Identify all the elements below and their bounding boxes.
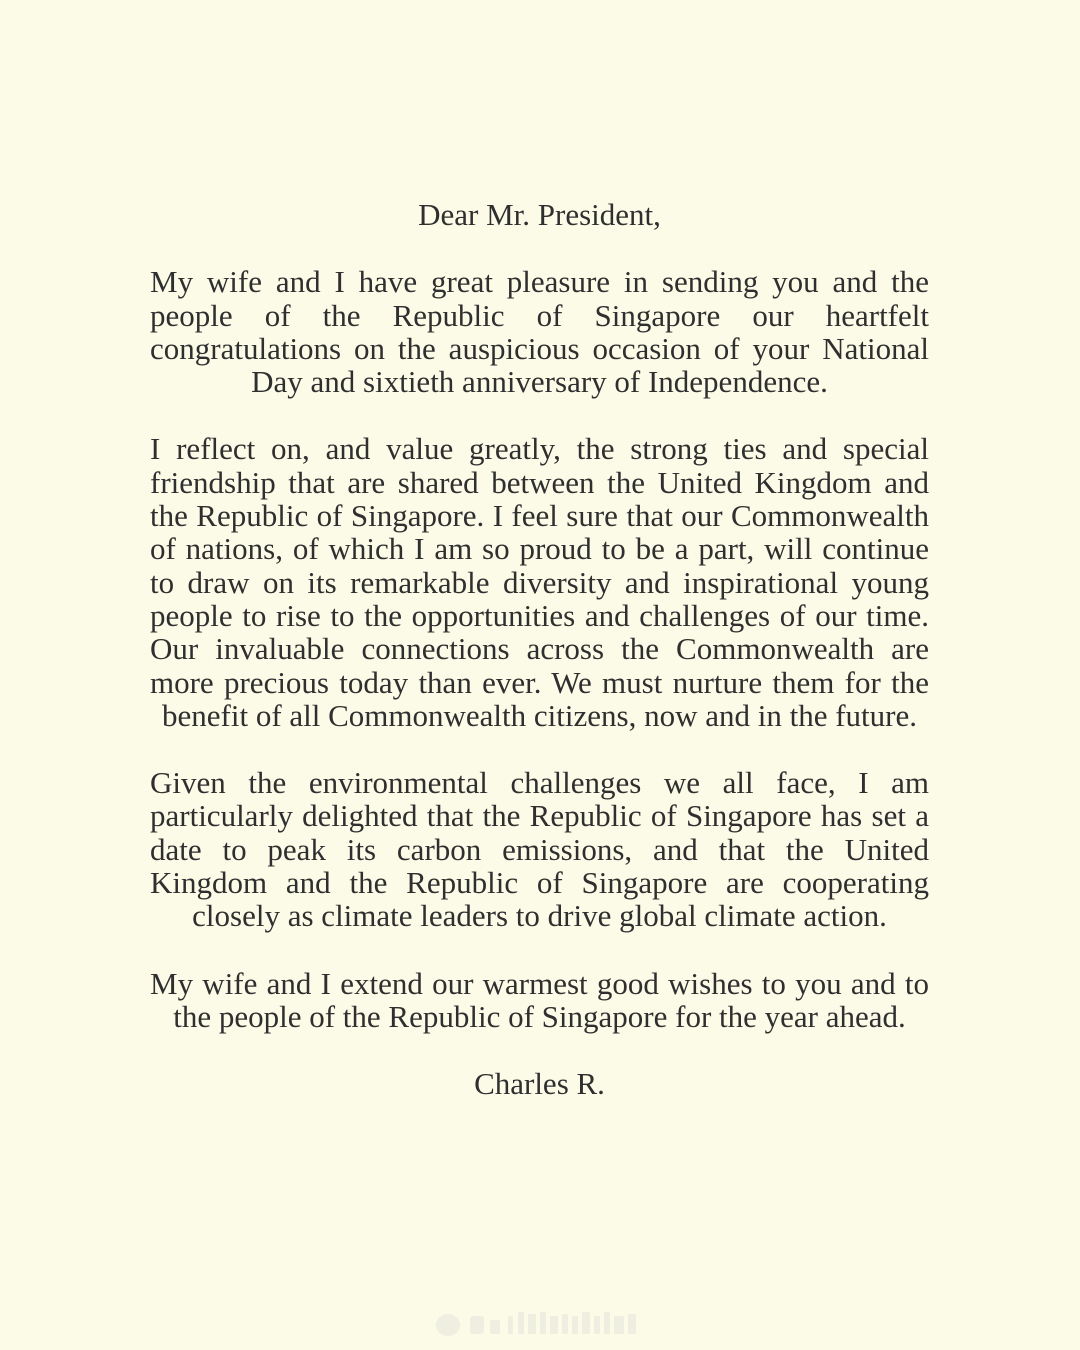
letter-body (150, 198, 929, 1101)
paragraph-4: My wife and I extend our warmest good wishes to you and to the people of the Republic of Singapore for the year ahead. (150, 965, 929, 1034)
signature: Charles R. (474, 1066, 605, 1102)
salutation: Dear Mr. President, (418, 197, 661, 232)
watermark-icon (432, 1310, 642, 1340)
paragraph-3: Given the environmental challenges we all face, I am particularly delighted that the Republic of Singapore has set a date to peak its carbon emissions, and that the United Kingdom and the Republic of Singapore are cooperating closely as climate leaders to drive global climate action. (150, 765, 929, 934)
paragraph-2: I reflect on, and value greatly, the strong ties and special friendship that are shared between the United Kingdom and the Republic of Singapore. I feel sure that our Commonwealth of nations, of which I am so proud to be a part, will continue to draw on its remarkable diversity and inspirational young people to rise to the opportunities and challenges of our time. Our invaluable connections across the Commonwealth are more precious today than ever. We must nurture them for the benefit of all Commonwealth citizens, now and in the future. (150, 431, 929, 733)
paragraph-1: My wife and I have great pleasure in sending you and the people of the Republic of Singapore our heartfelt congratulations on the auspicious occasion of your National Day and sixtieth anniversary of Independence. (150, 264, 929, 400)
